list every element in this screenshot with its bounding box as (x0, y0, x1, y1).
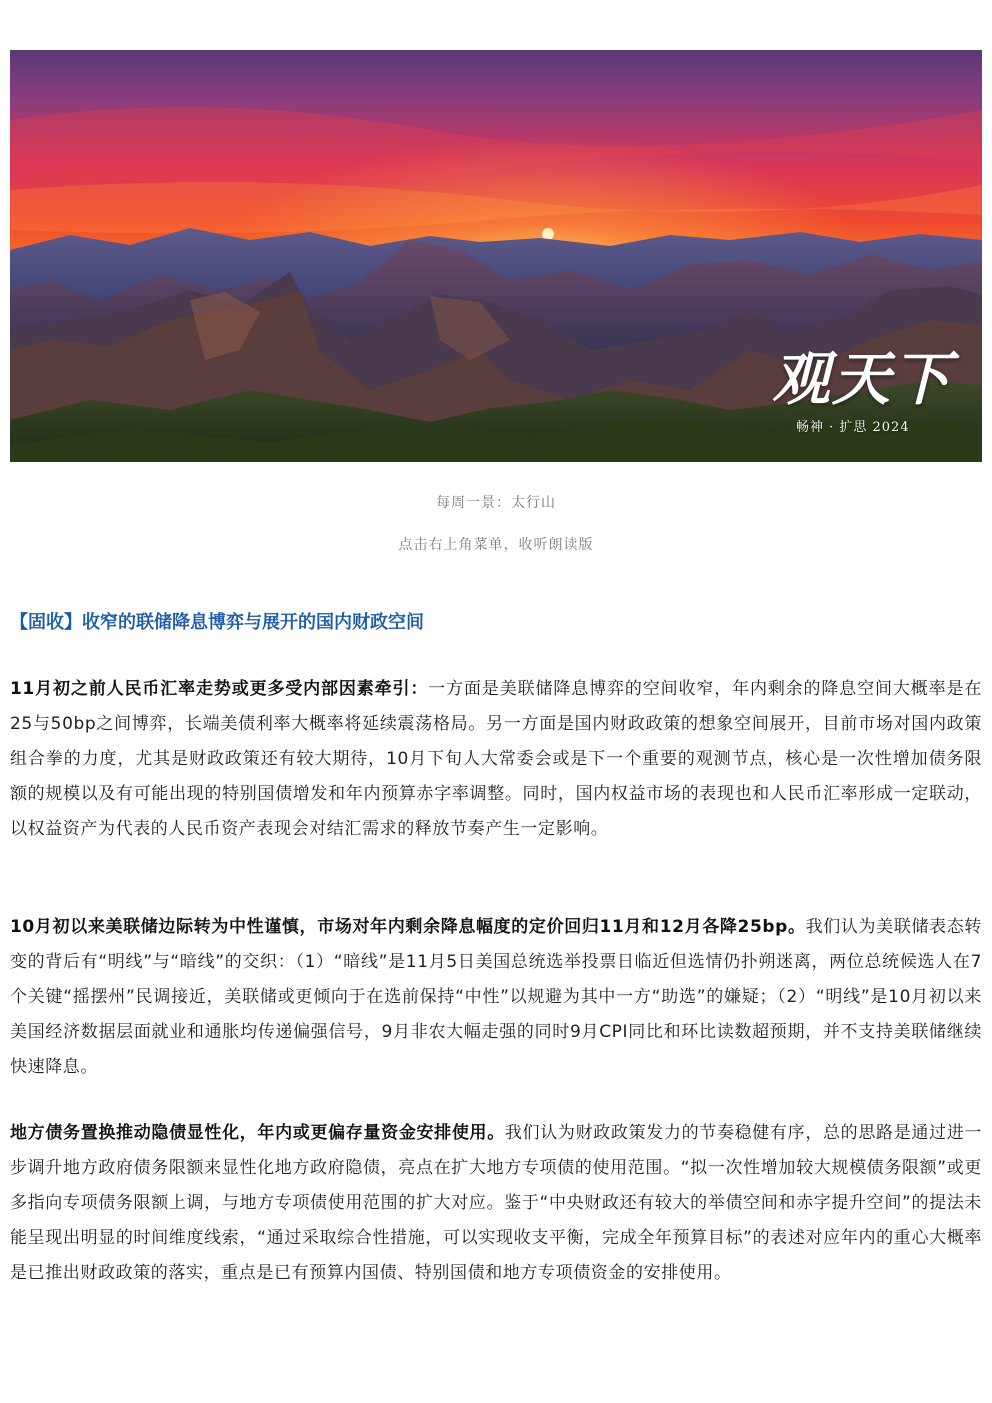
section-title: 【固收】收窄的联储降息博弈与展开的国内财政空间 (10, 612, 424, 633)
paragraph-body: 一方面是美联储降息博弈的空间收窄，年内剩余的降息空间大概率是在25与50bp之间博弈，长端美债利率大概率将延续震荡格局。另一方面是国内财政政策的想象空间展开，目前市场对国内政策组合拳的力度，尤其是财政政策还有较大期待，10月下旬人大常委会或是下一个重要的观测节点，核心是一次性增加债务限额的规模以及有可能出现的特别国债增发和年内预算赤字率调整。同时，国内权益市场的表现也和人民币汇率形成一定联动，以权益资产为代表的人民币资产表现会对结汇需求的释放节奏产生一定影响。 (10, 679, 982, 839)
paragraph-lead: 地方债务置换推动隐债显性化，年内或更偏存量资金安排使用。 (10, 1123, 505, 1143)
hero-watermark (771, 345, 952, 435)
paragraph-lead: 11月初之前人民币汇率走势或更多受内部因素牵引： (10, 679, 429, 699)
article-paragraph (10, 672, 982, 847)
paragraph-body: 我们认为财政政策发力的节奏稳健有序，总的思路是通过进一步调升地方政府债务限额来显性化地方政府隐债，亮点在扩大地方专项债的使用范围。“拟一次性增加较大规模债务限额”或更多指向专项债务限额上调，与地方专项债使用范围的扩大对应。鉴于“中央财政还有较大的举债空间和赤字提升空间”的提法未能呈现出明显的时间维度线索，“通过采取综合性措施，可以实现收支平衡，完成全年预算目标”的表述对应年内的重心大概率是已推出财政政策的落实，重点是已有预算内国债、特别国债和地方专项债资金的安排使用。 (10, 1123, 982, 1283)
paragraph-lead: 10月初以来美联储边际转为中性谨慎，市场对年内剩余降息幅度的定价回归11月和12月各降25bp。 (10, 917, 806, 937)
listen-hint-caption: 点击右上角菜单，收听朗读版 (398, 537, 594, 553)
article-paragraph (10, 1116, 982, 1291)
hero-image (10, 50, 982, 462)
article-paragraph (10, 910, 982, 1085)
paragraph-body: 我们认为美联储表态转变的背后有“明线”与“暗线”的交织：（1）“暗线”是11月5日美国总统选举投票日临近但选情仍扑朔迷离，两位总统候选人在7个关键“摇摆州”民调接近，美联储或更倾向于在选前保持“中性”以规避为其中一方“助选”的嫌疑；（2）“明线”是10月初以来美国经济数据层面就业和通胀均传递偏强信号，9月非农大幅走强的同时9月CPI同比和环比读数超预期，并不支持美联储继续快速降息。 (10, 917, 983, 1077)
watermark-title: 观天下 (771, 345, 952, 413)
image-caption: 每周一景：太行山 (436, 495, 556, 511)
watermark-subtitle: 畅神 · 扩思 2024 (795, 420, 910, 435)
